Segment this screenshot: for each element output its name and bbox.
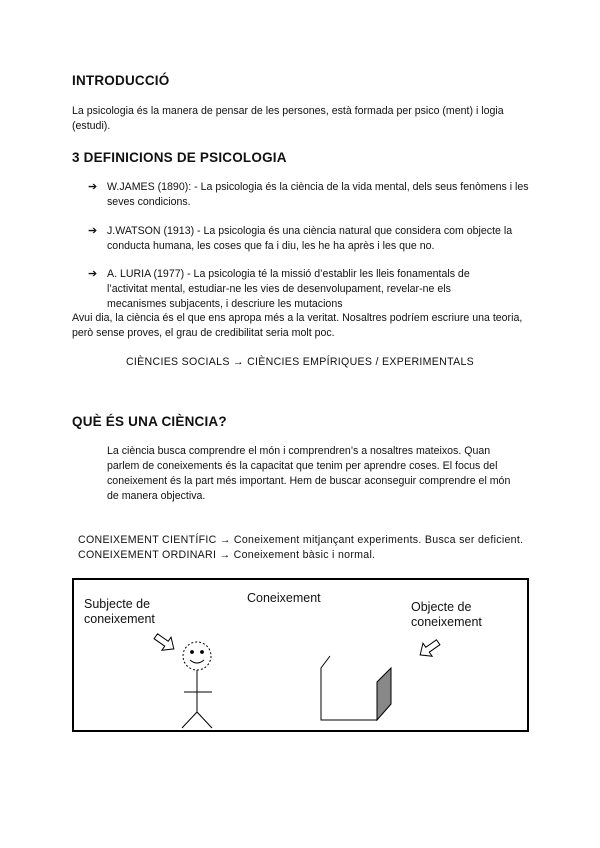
intro-heading: INTRODUCCIÓ (72, 73, 170, 88)
definitions-heading: 3 DEFINICIONS DE PSICOLOGIA (72, 150, 287, 165)
definition-james (88, 180, 532, 210)
subject-label-line2: coneixement (84, 612, 155, 626)
ordinary-knowledge-line: CONEIXEMENT ORDINARI → Coneixement bàsic i normal. (78, 549, 376, 561)
arrow-bullet-icon: ➔ (88, 225, 98, 237)
knowledge-label: Coneixement (247, 591, 321, 605)
science-heading: QUÈ ÉS UNA CIÈNCIA? (72, 414, 227, 429)
object-label-line2: coneixement (411, 615, 482, 629)
arrow-bullet-icon: ➔ (88, 181, 98, 193)
box-object-icon (321, 656, 391, 720)
definition-watson (88, 224, 527, 254)
science-paragraph: La ciència busca comprendre el món i comprendren’s a nosaltres mateixos. Quan parlem de coneixements és la capacitat que tenim per aprendre coses. El focus del coneixement és la part més important. Hem de buscar aconseguir comprendre el món de manera objectiva. (107, 445, 511, 502)
definition-luria (88, 267, 507, 312)
diagram-drawing (74, 580, 527, 730)
stick-figure-icon (182, 642, 212, 728)
scientific-knowledge-line: CONEIXEMENT CIENTÍFIC → Coneixement mitjançant experiments. Busca ser deficient. (78, 534, 524, 546)
definition-text: W.JAMES (1890): - La psicologia és la ciència de la vida mental, dels seus fenòmens i les seves condicions. (107, 181, 529, 208)
definition-text: J.WATSON (1913) - La psicologia és una ciència natural que considera com objecte la conducta humana, les coses que fa i diu, les he ha après i les que no. (107, 225, 513, 252)
object-arrow-icon (416, 636, 443, 662)
arrow-bullet-icon: ➔ (88, 268, 98, 280)
intro-paragraph: La psicologia és la manera de pensar de les persones, està formada per psico (ment) i logia (estudi). (72, 105, 504, 132)
science-truth-paragraph: Avui dia, la ciència és el que ens apropa més a la veritat. Nosaltres podríem escriure una teoria, però sense proves, el grau de credibilitat seria molt poc. (72, 312, 523, 339)
object-label-line1: Objecte de (411, 600, 472, 614)
knowledge-diagram (72, 578, 529, 732)
sciences-line: CIÈNCIES SOCIALS → CIÈNCIES EMPÍRIQUES / EXPERIMENTALS (125, 356, 474, 368)
definition-text: A. LURIA (1977) - La psicologia té la missió d’establir les lleis fonamentals de l’activitat mental, estudiar-ne les vies de desenvolupament, revelar-ne els mecanismes subjacents, i descriure les mutacions (107, 268, 470, 310)
subject-arrow-icon (151, 630, 178, 656)
subject-label-line1: Subjecte de (84, 597, 151, 611)
